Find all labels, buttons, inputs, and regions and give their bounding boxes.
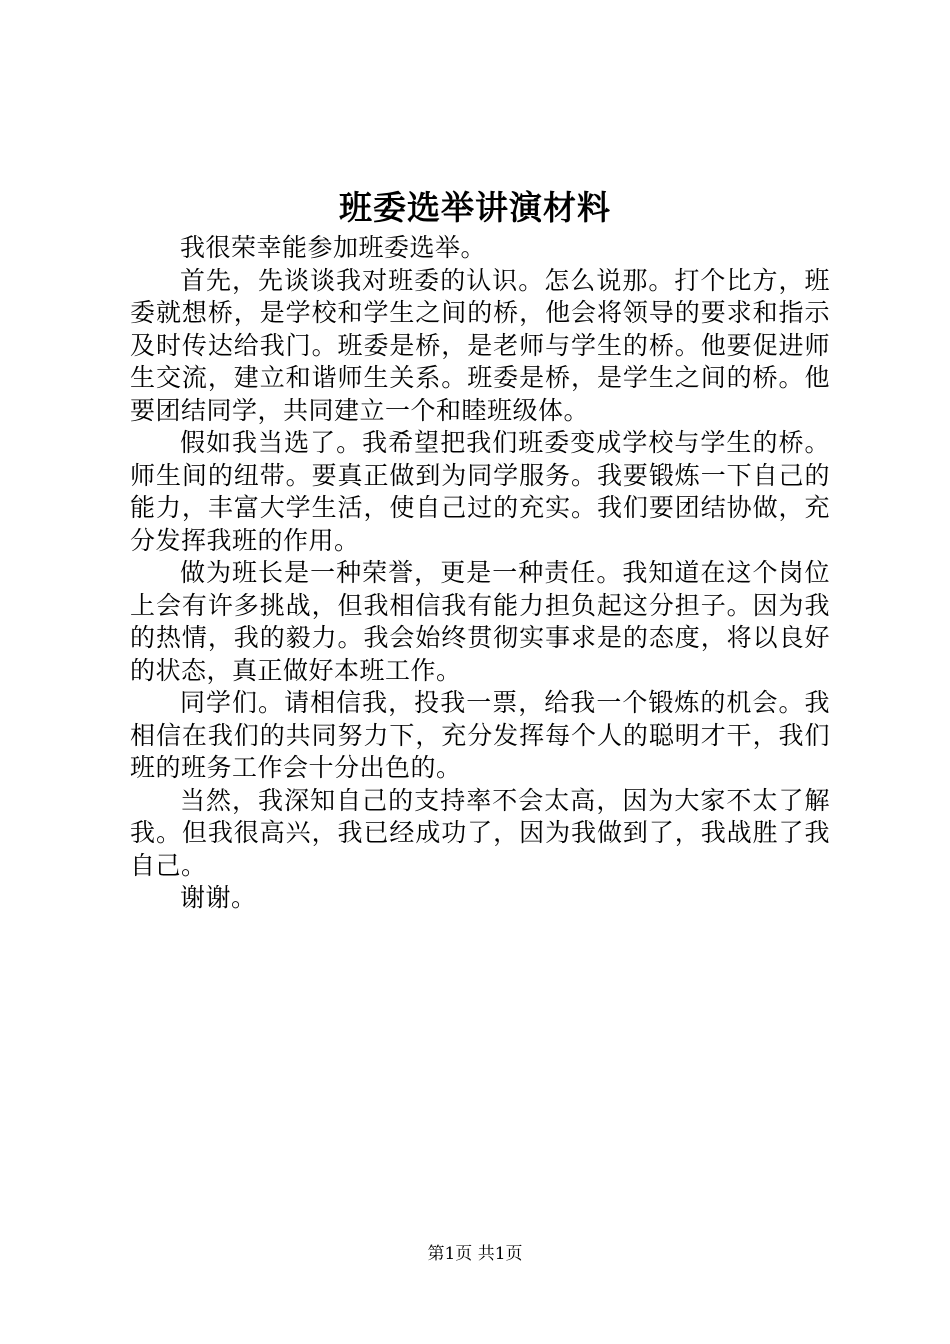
page-footer: 第1页 共1页	[427, 1244, 523, 1264]
paragraph-if-elected: 假如我当选了。我希望把我们班委变成学校与学生的桥。师生间的纽带。要真正做到为同学服务。我要锻炼一下自己的能力，丰富大学生活，使自己过的充实。我们要团结协做，充分发挥我班的作用。	[130, 428, 830, 555]
paragraph-thanks: 谢谢。	[180, 883, 257, 912]
paragraph-understanding: 首先，先谈谈我对班委的认识。怎么说那。打个比方，班委就想桥，是学校和学生之间的桥，他会将领导的要求和指示及时传达给我门。班委是桥，是老师与学生的桥。他要促进师生交流，建立和谐师生关系。班委是桥，是学生之间的桥。他要团结同学，共同建立一个和睦班级体。	[130, 265, 830, 425]
document-title: 班委选举讲演材料	[339, 188, 611, 227]
paragraph-responsibility: 做为班长是一种荣誉，更是一种责任。我知道在这个岗位上会有许多挑战，但我相信我有能力担负起这分担子。因为我的热情，我的毅力。我会始终贯彻实事求是的态度，将以良好的状态，真正做好本班工作。	[130, 558, 830, 685]
document-body	[130, 232, 830, 915]
paragraph-appeal: 同学们。请相信我，投我一票，给我一个锻炼的机会。我相信在我们的共同努力下，充分发挥每个人的聪明才干，我们班的班务工作会十分出色的。	[130, 688, 830, 782]
paragraph-conclusion: 当然，我深知自己的支持率不会太高，因为大家不太了解我。但我很高兴，我已经成功了，因为我做到了，我战胜了我自己。	[130, 785, 830, 880]
paragraph-intro: 我很荣幸能参加班委选举。	[180, 233, 487, 262]
